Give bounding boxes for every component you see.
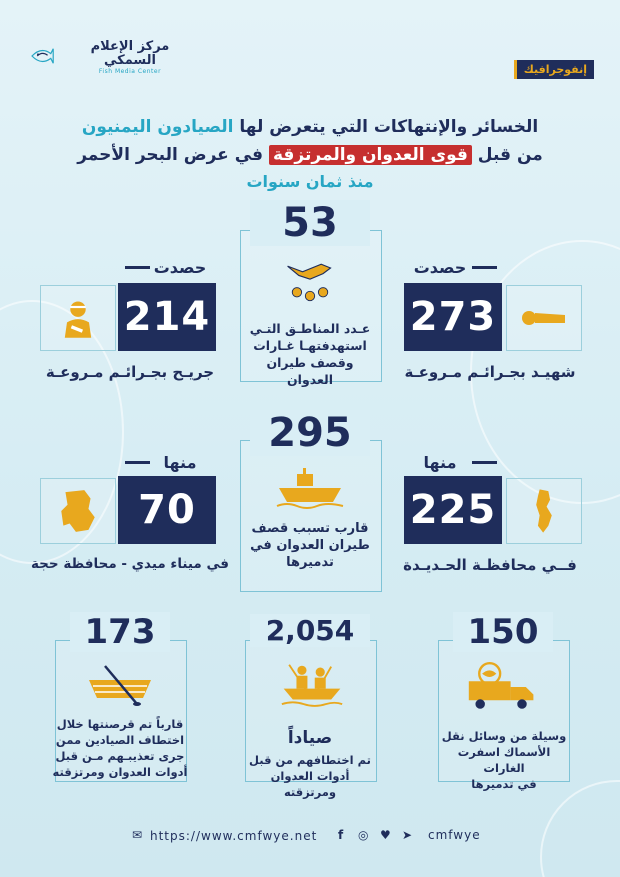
fish-truck-icon — [465, 662, 541, 710]
hodeidah-map-icon — [531, 484, 557, 538]
kidnapped-text — [245, 752, 375, 800]
logo-english: Fish Media Center — [98, 68, 162, 75]
hodeidah-icon-box — [506, 478, 582, 544]
fish-logo-icon — [30, 30, 90, 82]
boats-text-line2: طيران العدوان في — [250, 538, 370, 553]
footer — [0, 820, 620, 850]
pirated-text-line4: أدوات العدوان ومرتزقته — [52, 765, 188, 779]
pirated-text-line3: جرى تعذيبـهم مـن قبل — [55, 749, 185, 763]
martyrs-head-label: حصدت — [413, 258, 467, 277]
fish-transport-text-line1: وسيلة من وسائل نقل — [441, 729, 567, 743]
social-handle[interactable]: cmfwye — [428, 828, 481, 842]
title-line2-part2: في عرض البحر الأحمر — [77, 145, 264, 165]
martyrs-number-box — [404, 283, 502, 351]
title-highlight: قوى العدوان والمرتزقة — [269, 145, 472, 165]
instagram-icon[interactable]: ◎ — [358, 828, 369, 842]
title-line1-part1: الخسائر والإنتهاكات التي يتعرض لها — [239, 117, 539, 137]
title-line1 — [40, 117, 580, 137]
injured-head-line — [125, 266, 150, 269]
kidnapped-fishermen-number: 2,054 — [250, 614, 370, 647]
fishermen-boat-icon — [280, 660, 344, 708]
hodeidah-label: فــي محافظـة الحـديـدة — [403, 556, 577, 574]
martyrs-head-line — [472, 266, 497, 269]
title-line2 — [40, 145, 580, 165]
hajjah-head-label: منها — [163, 453, 197, 472]
martyrs-label: شهيـد بجـرائـم مـروعـة — [404, 363, 576, 381]
rowboat-icon — [85, 662, 155, 706]
fish-transport-text-line3: في تدميرها — [471, 777, 537, 791]
injured-head-label: حصدت — [153, 258, 207, 277]
airstrike-text-line3: وقصف طيران العدوان — [266, 355, 354, 387]
boats-destroyed-text — [242, 520, 378, 571]
airstrike-text-line2: استهدفتهـا غـارات — [253, 338, 367, 353]
injured-icon-box — [40, 285, 116, 351]
fish-transport-text — [436, 728, 572, 792]
pirated-boats-number: 173 — [70, 612, 170, 652]
martyrs-number: 273 — [409, 294, 497, 340]
twitter-icon[interactable]: ♥ — [380, 828, 391, 842]
infographic-tag: إنفوجرافيك — [514, 60, 594, 79]
martyr-icon — [519, 306, 569, 330]
logo-title-line2: السمكي — [104, 53, 156, 68]
pirated-text-line1: قارباً تم قرصنتها خلال — [56, 717, 184, 731]
kidnapped-head: صياداً — [287, 728, 333, 748]
airstrike-text-line1: عـدد المناطـق التـي — [249, 321, 371, 336]
pirated-boats-text — [52, 716, 188, 780]
email-icon: ✉ — [132, 828, 143, 842]
warplane-bombs-icon — [282, 258, 338, 306]
injured-person-icon — [56, 296, 100, 340]
pirated-text-line2: اختطاف الصيادين ممن — [55, 733, 185, 747]
hodeidah-head-label: منها — [423, 453, 457, 472]
hodeidah-head-line — [472, 461, 497, 464]
hodeidah-number: 225 — [409, 487, 497, 533]
facebook-icon[interactable]: f — [338, 828, 344, 842]
hajjah-number: 70 — [138, 487, 196, 533]
airstrike-areas-text — [242, 320, 378, 388]
website-link[interactable]: https://www.cmfwye.net — [150, 829, 318, 843]
martyrs-icon-box — [506, 285, 582, 351]
hajjah-icon-box — [40, 478, 116, 544]
boats-destroyed-number: 295 — [250, 410, 370, 456]
hodeidah-number-box — [404, 476, 502, 544]
kidnapped-text-line2: أدوات العدوان ومرتزقته — [270, 769, 350, 799]
airstrike-areas-number: 53 — [250, 200, 370, 246]
title-line3: منذ ثمان سنوات — [246, 172, 374, 191]
injured-number: 214 — [123, 294, 211, 340]
kidnapped-text-line1: تم اختطافهم من قبل — [249, 753, 371, 767]
boats-text-line1: قارب تسبب قصف — [251, 521, 369, 536]
hajjah-map-icon — [57, 488, 99, 534]
logo-text — [85, 40, 175, 75]
boats-text-line3: تدميرها — [286, 555, 334, 570]
hajjah-number-box — [118, 476, 216, 544]
title-line1-part2: الصيادون اليمنيون — [81, 117, 234, 137]
ship-icon — [275, 466, 345, 510]
fish-transport-number: 150 — [453, 612, 553, 652]
fish-transport-text-line2: الأسماك اسفرت الغارات — [457, 745, 551, 775]
logo-title-line1: مركز الإعلام — [90, 39, 170, 54]
title-line2-part1: من قبل — [477, 145, 543, 165]
hajjah-label: في ميناء ميدي - محافظة حجة — [31, 556, 229, 572]
injured-label: جريـح بجـرائـم مـروعـة — [45, 363, 215, 381]
telegram-icon[interactable]: ➤ — [402, 828, 413, 842]
hajjah-head-line — [125, 461, 150, 464]
injured-number-box — [118, 283, 216, 351]
